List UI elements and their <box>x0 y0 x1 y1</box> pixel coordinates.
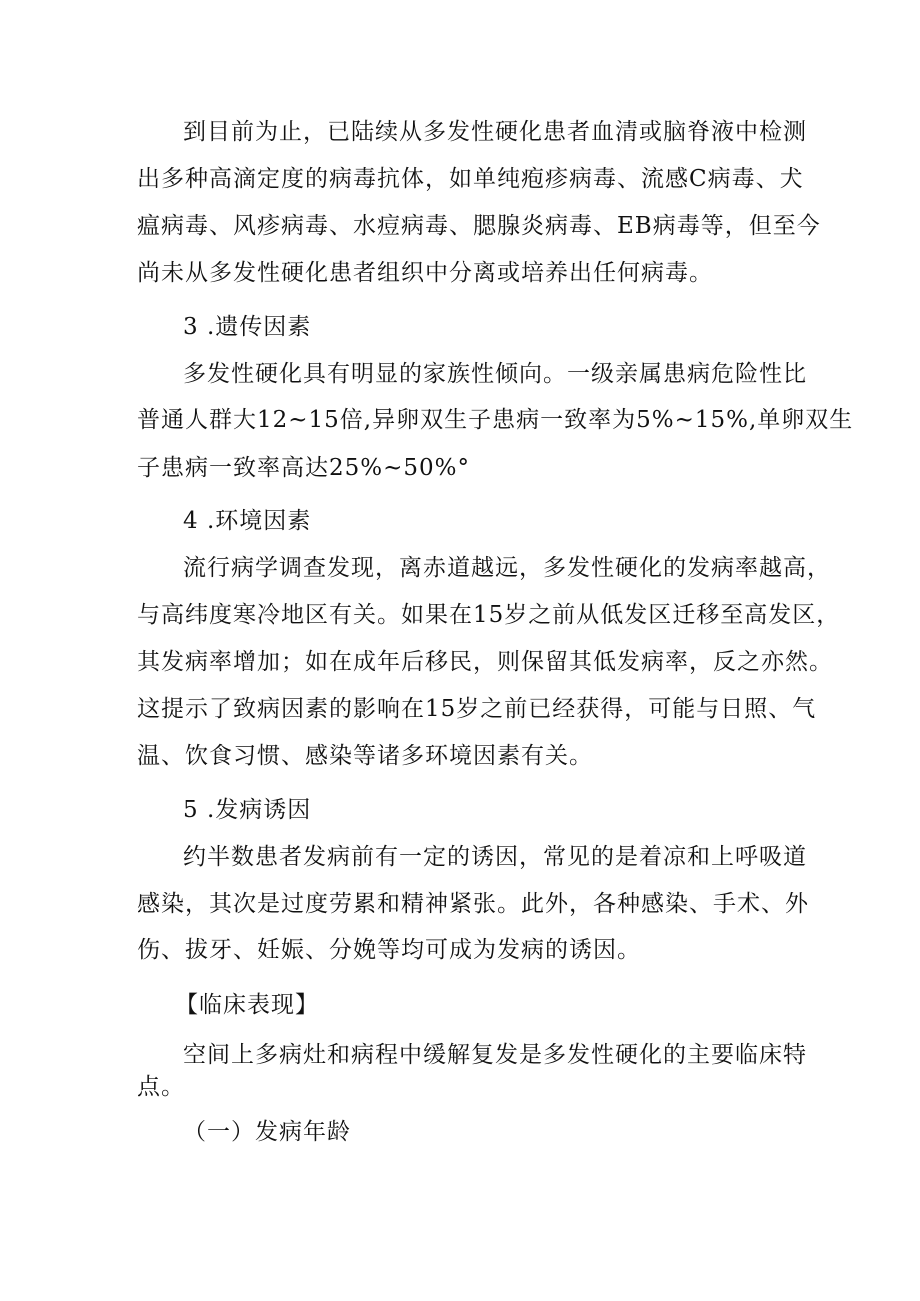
text-line: 约半数患者发病前有一定的诱因，常见的是着凉和上呼吸道 <box>183 844 807 870</box>
text-line: 空间上多病灶和病程中缓解复发是多发性硬化的主要临床特 <box>183 1042 807 1068</box>
subheading-onset-age: （一）发病年龄 <box>183 1119 351 1145</box>
text-line: 出多种高滴定度的病毒抗体，如单纯疱疹病毒、流感C病毒、犬 <box>137 166 804 192</box>
heading-genetic-factors: 3 .遗传因素 <box>183 314 312 340</box>
heading-triggers: 5 .发病诱因 <box>183 797 312 823</box>
text-line: 瘟病毒、风疹病毒、水痘病毒、腮腺炎病毒、EB病毒等，但至今 <box>137 213 821 239</box>
text-line: 这提示了致病因素的影响在15岁之前已经获得，可能与日照、气 <box>137 696 817 722</box>
text-line: 温、饮食习惯、感染等诸多环境因素有关。 <box>137 743 593 769</box>
text-line: 感染，其次是过度劳累和精神紧张。此外，各种感染、手术、外 <box>137 891 809 917</box>
text-line: 流行病学调查发现，离赤道越远，多发性硬化的发病率越高， <box>183 555 831 581</box>
section-heading-clinical: 【临床表现】 <box>175 992 319 1018</box>
text-line: 与高纬度寒冷地区有关。如果在15岁之前从低发区迁移至高发区， <box>137 602 841 628</box>
heading-environmental-factors: 4 .环境因素 <box>183 508 312 534</box>
text-line: 尚未从多发性硬化患者组织中分离或培养出任何病毒。 <box>137 260 713 286</box>
text-line: 伤、拔牙、妊娠、分娩等均可成为发病的诱因。 <box>137 937 641 963</box>
text-line: 普通人群大12~15倍,异卵双生子患病一致率为5%~15%,单卵双生 <box>137 407 854 433</box>
text-line: 子患病一致率高达25%~50%° <box>137 455 471 481</box>
text-line: 其发病率增加；如在成年后移民，则保留其低发病率，反之亦然。 <box>137 649 833 675</box>
text-line: 到目前为止，已陆续从多发性硬化患者血清或脑脊液中检测 <box>183 119 807 145</box>
text-line: 多发性硬化具有明显的家族性倾向。一级亲属患病危险性比 <box>183 361 807 387</box>
text-line: 点。 <box>137 1074 185 1100</box>
